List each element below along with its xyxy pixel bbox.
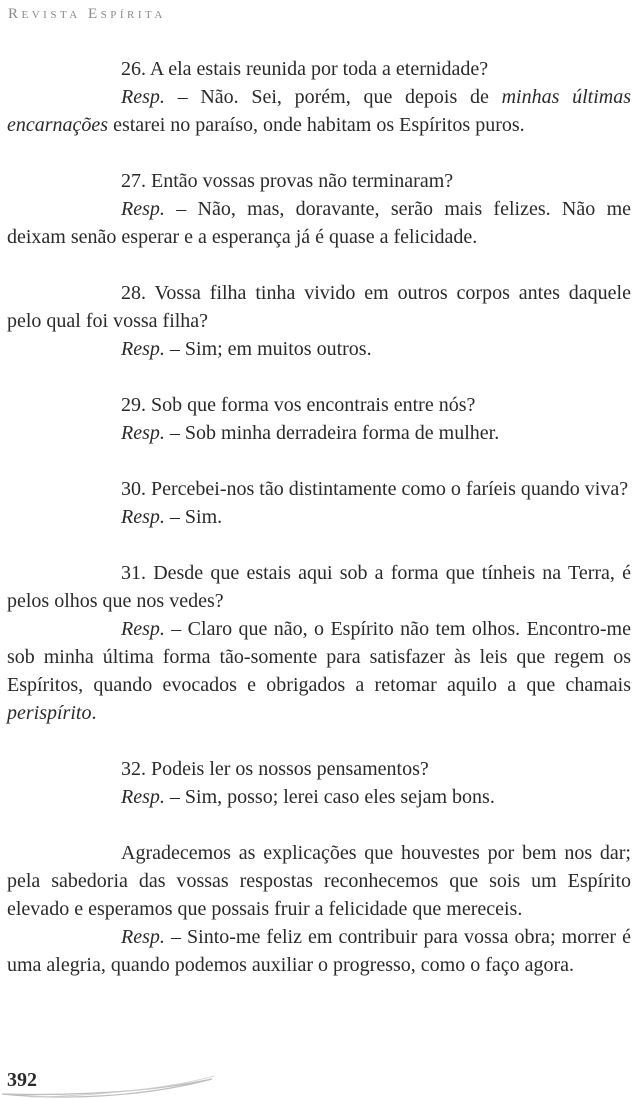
running-header: Revista Espírita — [8, 6, 166, 22]
emphasis-text: perispírito — [7, 702, 92, 724]
page-number: 392 — [7, 1069, 37, 1091]
question-31: 31. Desde que estais aqui sob a forma que tínheis na Terra, é pelos olhos que nos vedes? — [7, 562, 631, 612]
page-body — [7, 55, 631, 979]
answer-27: Resp. – Não, mas, doravante, serão mais felizes. Não me deixam senão esperar e a esperança já é quase a felicidade. — [7, 198, 631, 248]
answer-31: Resp. – Claro que não, o Espírito não tem olhos. Encontro-me sob minha última forma tão-somente para satisfazer às leis que regem os Espíritos, quando evocados e obrigados a retomar aquilo a que chamais perispírito. — [7, 618, 631, 724]
resp-label: Resp. — [121, 198, 165, 220]
closing-answer: Resp. – Sinto-me feliz em contribuir para vossa obra; morrer é uma alegria, quando podemos auxiliar o progresso, como o faço agora. — [7, 926, 631, 976]
answer-32: Resp. – Sim, posso; lerei caso eles sejam bons. — [121, 786, 495, 808]
closing-paragraph: Agradecemos as explicações que houvestes por bem nos dar; pela sabedoria das vossas respostas reconhecemos que sois um Espírito elevado e esperamos que possais fruir a felicidade que mereceis. — [7, 842, 631, 920]
resp-label: Resp. — [121, 506, 165, 528]
answer-28: Resp. – Sim; em muitos outros. — [121, 338, 372, 360]
resp-label: Resp. — [121, 422, 165, 444]
question-26: 26. A ela estais reunida por toda a eternidade? — [121, 58, 489, 80]
answer-29: Resp. – Sob minha derradeira forma de mulher. — [121, 422, 500, 444]
resp-label: Resp. — [121, 618, 165, 640]
emphasis-text: minhas últimas encarnações — [7, 86, 631, 136]
question-28: 28. Vossa filha tinha vivido em outros corpos antes daquele pelo qual foi vossa filha? — [7, 282, 631, 332]
resp-label: Resp. — [121, 786, 165, 808]
resp-label: Resp. — [121, 86, 165, 108]
question-30: 30. Percebei-nos tão distintamente como o faríeis quando viva? — [121, 478, 629, 500]
answer-30: Resp. – Sim. — [121, 506, 223, 528]
question-27: 27. Então vossas provas não terminaram? — [121, 170, 454, 192]
answer-26: Resp. – Não. Sei, porém, que depois de minhas últimas encarnações estarei no paraíso, onde habitam os Espíritos puros. — [7, 86, 631, 136]
question-29: 29. Sob que forma vos encontrais entre nós? — [121, 394, 476, 416]
resp-label: Resp. — [121, 926, 165, 948]
resp-label: Resp. — [121, 338, 165, 360]
question-32: 32. Podeis ler os nossos pensamentos? — [121, 758, 429, 780]
